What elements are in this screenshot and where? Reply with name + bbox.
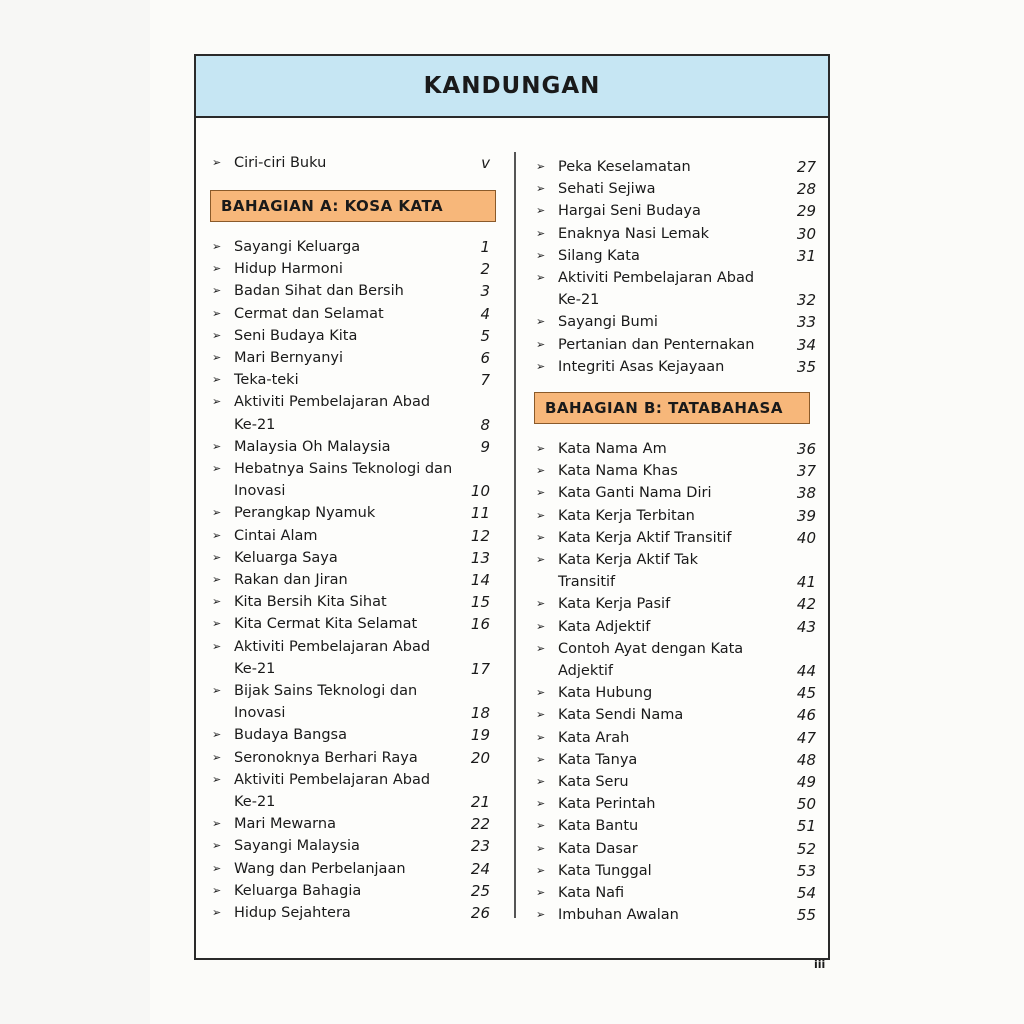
toc-entry[interactable] (210, 458, 496, 480)
toc-entry-title: Sehati Sejiwa (558, 181, 656, 198)
toc-entry-page: 1 (480, 238, 490, 256)
toc-entry-page: 18 (470, 704, 490, 723)
bullet-arrow-icon: ➢ (212, 684, 222, 697)
toc-entry-page: 38 (796, 484, 816, 503)
toc-entry[interactable] (210, 613, 496, 635)
toc-entry-title: Sayangi Malaysia (234, 838, 360, 855)
toc-entry-title: Sayangi Keluarga (234, 239, 361, 255)
bullet-arrow-icon: ➢ (212, 595, 222, 609)
bullet-arrow-icon: ➢ (536, 797, 546, 811)
toc-entry-title: Enaknya Nasi Lemak (558, 225, 709, 242)
bullet-arrow-icon: ➢ (212, 395, 222, 409)
bullet-arrow-icon: ➢ (212, 306, 222, 320)
toc-entry[interactable] (534, 311, 822, 333)
bullet-arrow-icon: ➢ (212, 351, 222, 364)
contents-frame (194, 54, 830, 960)
bullet-arrow-icon: ➢ (212, 883, 222, 897)
toc-entry-title: Rakan dan Jiran (234, 572, 348, 588)
toc-entry-title: Imbuhan Awalan (558, 907, 679, 924)
toc-entry-page: 3 (480, 282, 490, 301)
bullet-arrow-icon: ➢ (536, 819, 546, 833)
toc-entry-page: 5 (480, 326, 490, 345)
toc-entry-page: 43 (796, 617, 816, 636)
bullet-arrow-icon: ➢ (536, 204, 546, 218)
toc-entry-title: Kata Sendi Nama (558, 707, 684, 724)
toc-entry[interactable] (210, 303, 496, 325)
toc-entry[interactable] (534, 527, 822, 549)
toc-entry[interactable] (210, 502, 496, 524)
toc-entry-page: 54 (796, 884, 816, 902)
bullet-arrow-icon: ➢ (212, 462, 222, 475)
bullet-arrow-icon: ➢ (536, 530, 546, 544)
toc-entry[interactable] (534, 156, 822, 178)
bullet-arrow-icon: ➢ (536, 597, 546, 611)
toc-entry-title: Wang dan Perbelanjaan (234, 860, 406, 877)
bullet-arrow-icon: ➢ (536, 160, 546, 173)
toc-entry[interactable] (210, 724, 496, 746)
toc-entry[interactable] (210, 569, 496, 591)
toc-entry[interactable] (534, 771, 822, 793)
toc-entry-title: Kata Tanya (558, 751, 638, 768)
toc-entry-page: 17 (470, 659, 490, 678)
bullet-arrow-icon: ➢ (536, 271, 546, 284)
bullet-arrow-icon: ➢ (536, 508, 546, 522)
bullet-arrow-icon: ➢ (536, 708, 546, 722)
toc-entry-title: Sayangi Bumi (558, 314, 658, 331)
toc-entry-page: 7 (480, 371, 490, 390)
contents-header (196, 56, 828, 118)
toc-entry-page: v (481, 154, 490, 172)
toc-entry-title: Peka Keselamatan (558, 159, 691, 175)
toc-entry[interactable] (534, 793, 822, 815)
toc-entry-page: 44 (796, 662, 816, 680)
toc-entry-title: Contoh Ayat dengan Kata (558, 640, 744, 657)
toc-entry-title: Budaya Bangsa (234, 727, 347, 744)
toc-entry-title-continued: Adjektif (558, 663, 614, 679)
bullet-arrow-icon: ➢ (212, 861, 222, 875)
bullet-arrow-icon: ➢ (536, 641, 546, 655)
toc-entry-page: 29 (796, 202, 816, 221)
bullet-arrow-icon: ➢ (536, 182, 546, 196)
toc-entry[interactable] (534, 904, 822, 926)
page-number: iii (814, 958, 826, 971)
bullet-arrow-icon: ➢ (536, 248, 546, 262)
toc-entry[interactable] (534, 704, 822, 726)
toc-entry-title: Kata Kerja Terbitan (558, 507, 695, 524)
bullet-arrow-icon: ➢ (536, 315, 546, 329)
toc-entry[interactable] (210, 258, 496, 280)
toc-entry-title: Hidup Harmoni (234, 261, 343, 278)
toc-entry-title: Kata Kerja Aktif Tak (558, 552, 698, 568)
bullet-arrow-icon: ➢ (536, 337, 546, 351)
toc-entry-page: 22 (470, 815, 490, 834)
toc-entry[interactable] (534, 682, 822, 704)
toc-entry[interactable] (534, 438, 822, 460)
toc-entry[interactable] (210, 236, 496, 258)
toc-entry-title-continued: Transitif (558, 574, 616, 591)
toc-entry-page: 12 (470, 526, 490, 545)
bullet-arrow-icon: ➢ (212, 284, 222, 298)
toc-entry-title: Kata Ganti Nama Diri (558, 485, 712, 502)
toc-entry-page: 50 (796, 795, 816, 814)
toc-entry-title: Perangkap Nyamuk (234, 505, 376, 522)
toc-entry[interactable] (210, 280, 496, 302)
toc-entry-title-continued: Ke-21 (558, 292, 600, 309)
toc-entry[interactable] (210, 902, 496, 924)
toc-entry[interactable] (534, 482, 822, 504)
toc-entry[interactable] (210, 325, 496, 347)
toc-entry-page: 6 (480, 349, 490, 367)
bullet-arrow-icon: ➢ (212, 373, 222, 387)
toc-entry-page: 27 (796, 158, 816, 176)
toc-entry[interactable] (534, 616, 822, 638)
toc-entry-page: 39 (796, 506, 816, 525)
toc-entry-title: Aktiviti Pembelajaran Abad (234, 771, 431, 788)
toc-entry-title: Aktiviti Pembelajaran Abad (234, 394, 431, 411)
toc-entry[interactable] (210, 547, 496, 569)
page-title: KANDUNGAN (423, 73, 601, 99)
toc-entry-page: 15 (470, 593, 490, 612)
toc-entry[interactable] (534, 223, 822, 245)
toc-entry-page: 4 (480, 304, 490, 323)
toc-entry-page: 52 (796, 839, 816, 858)
toc-entry[interactable] (534, 356, 822, 378)
toc-entry[interactable] (534, 245, 822, 267)
toc-entry-page: 49 (796, 773, 816, 791)
toc-entry[interactable] (534, 200, 822, 222)
toc-entry[interactable] (534, 860, 822, 882)
bullet-arrow-icon: ➢ (212, 528, 222, 542)
toc-entry-title: Kata Tunggal (558, 862, 652, 879)
bullet-arrow-icon: ➢ (212, 639, 222, 653)
toc-entry[interactable] (534, 178, 822, 200)
toc-entry-title: Kata Adjektif (558, 618, 651, 635)
toc-entry[interactable] (534, 749, 822, 771)
toc-entry[interactable] (534, 549, 822, 571)
toc-entry[interactable] (534, 593, 822, 615)
toc-entry-title: Aktiviti Pembelajaran Abad (234, 638, 431, 655)
toc-entry-title: Cintai Alam (234, 527, 318, 544)
toc-entry[interactable] (534, 815, 822, 837)
toc-entry-page: 53 (796, 861, 816, 880)
bullet-arrow-icon: ➢ (536, 863, 546, 877)
toc-entry-page: 33 (796, 313, 816, 332)
toc-entry[interactable] (210, 591, 496, 613)
toc-entry-page: 23 (470, 837, 490, 856)
toc-entry-title: Pertanian dan Penternakan (558, 336, 755, 353)
bullet-arrow-icon: ➢ (212, 262, 222, 276)
toc-entry-title: Integriti Asas Kejayaan (558, 358, 725, 375)
toc-entry-title: Malaysia Oh Malaysia (234, 438, 391, 455)
toc-entry-page: 16 (470, 615, 490, 634)
toc-entry-page: 35 (796, 357, 816, 376)
toc-entry[interactable] (210, 347, 496, 369)
toc-entry-title: Keluarga Saya (234, 549, 338, 566)
toc-entry[interactable] (210, 152, 496, 174)
toc-entry-page: 13 (470, 548, 490, 567)
toc-entry-page: 2 (480, 260, 490, 279)
toc-entry-title: Seni Budaya Kita (234, 327, 358, 344)
bullet-arrow-icon: ➢ (536, 841, 546, 855)
bullet-arrow-icon: ➢ (212, 839, 222, 853)
toc-entry-title: Kata Nama Khas (558, 463, 678, 480)
toc-entry-page: 45 (796, 684, 816, 703)
toc-entry[interactable] (210, 813, 496, 835)
toc-entry-page: 48 (796, 750, 816, 769)
toc-entry-title-continued: Ke-21 (234, 416, 276, 433)
toc-entry-page: 26 (470, 904, 490, 922)
bullet-arrow-icon: ➢ (536, 226, 546, 240)
toc-entry-page: 19 (470, 726, 490, 745)
toc-entry-title: Kita Bersih Kita Sihat (234, 594, 387, 611)
toc-entry[interactable] (210, 858, 496, 880)
toc-entry-title: Bijak Sains Teknologi dan (234, 683, 418, 699)
toc-entry-page: 32 (796, 291, 816, 310)
toc-entry-title: Kata Nama Am (558, 441, 667, 457)
bullet-arrow-icon: ➢ (536, 442, 546, 455)
toc-entry-title: Kita Cermat Kita Selamat (234, 616, 418, 633)
bullet-arrow-icon: ➢ (536, 619, 546, 633)
toc-entry-title: Mari Bernyanyi (234, 350, 344, 366)
toc-entry-title: Ciri-ciri Buku (234, 155, 327, 171)
toc-entry[interactable] (210, 680, 496, 702)
toc-entry[interactable] (534, 505, 822, 527)
toc-entry-page: 24 (470, 859, 490, 878)
toc-entry-title: Aktiviti Pembelajaran Abad (558, 270, 755, 286)
bullet-arrow-icon: ➢ (212, 240, 222, 253)
bullet-arrow-icon: ➢ (536, 775, 546, 788)
toc-entry[interactable] (210, 769, 496, 791)
bullet-arrow-icon: ➢ (212, 328, 222, 342)
bullet-arrow-icon: ➢ (212, 506, 222, 520)
bullet-arrow-icon: ➢ (536, 553, 546, 566)
toc-entry[interactable] (534, 727, 822, 749)
toc-entry-title: Cermat dan Selamat (234, 305, 384, 322)
bullet-arrow-icon: ➢ (212, 550, 222, 564)
bullet-arrow-icon: ➢ (212, 728, 222, 742)
section-a-heading: BAHAGIAN A: KOSA KATA (210, 190, 496, 222)
toc-entry-page: 51 (796, 817, 816, 836)
bullet-arrow-icon: ➢ (536, 686, 546, 700)
toc-entry-title: Kata Kerja Pasif (558, 596, 671, 613)
toc-entry-title-continued: Inovasi (234, 705, 286, 722)
toc-entry[interactable] (534, 334, 822, 356)
toc-entry-title: Teka-teki (234, 372, 299, 389)
bullet-arrow-icon: ➢ (536, 730, 546, 744)
toc-entry-title: Kata Bantu (558, 818, 639, 835)
toc-entry[interactable] (210, 880, 496, 902)
toc-entry[interactable] (210, 436, 496, 458)
bullet-arrow-icon: ➢ (212, 573, 222, 586)
bullet-arrow-icon: ➢ (212, 156, 222, 169)
toc-entry-page: 10 (470, 482, 490, 501)
bullet-arrow-icon: ➢ (212, 772, 222, 786)
bullet-arrow-icon: ➢ (212, 906, 222, 919)
toc-entry[interactable] (534, 882, 822, 904)
toc-entry-page: 25 (470, 881, 490, 900)
bullet-arrow-icon: ➢ (536, 486, 546, 500)
toc-entry-title: Hidup Sejahtera (234, 905, 351, 921)
column-divider (514, 152, 516, 918)
bullet-arrow-icon: ➢ (212, 817, 222, 831)
toc-entry-title: Kata Perintah (558, 796, 656, 813)
toc-entry-title: Kata Kerja Aktif Transitif (558, 529, 732, 546)
toc-entry-page: 14 (470, 571, 490, 589)
bullet-arrow-icon: ➢ (536, 752, 546, 766)
toc-entry[interactable] (534, 638, 822, 660)
toc-entry[interactable] (210, 747, 496, 769)
toc-entry-title: Kata Nafi (558, 885, 625, 901)
bullet-arrow-icon: ➢ (536, 359, 546, 373)
toc-entry-page: 20 (470, 748, 490, 767)
toc-entry-title: Badan Sihat dan Bersih (234, 283, 404, 300)
toc-entry-title: Kata Hubung (558, 685, 653, 702)
toc-entry[interactable] (210, 369, 496, 391)
toc-entry[interactable] (534, 460, 822, 482)
bullet-arrow-icon: ➢ (536, 464, 546, 478)
toc-entry-page: 21 (470, 793, 490, 811)
toc-entry-page: 41 (796, 573, 816, 592)
toc-entry-title: Kata Dasar (558, 840, 638, 857)
toc-entry-page: 8 (480, 415, 490, 434)
section-b-heading: BAHAGIAN B: TATABAHASA (534, 392, 810, 424)
toc-entry-title: Mari Mewarna (234, 816, 336, 833)
toc-entry-title: Hebatnya Sains Teknologi dan (234, 461, 453, 477)
bullet-arrow-icon: ➢ (212, 439, 222, 453)
toc-entry-page: 46 (796, 706, 816, 725)
bullet-arrow-icon: ➢ (212, 750, 222, 764)
toc-entry-page: 11 (470, 504, 490, 523)
toc-entry-title: Seronoknya Berhari Raya (234, 749, 418, 766)
toc-entry-page: 34 (796, 335, 816, 354)
toc-entry-title: Kata Arah (558, 729, 630, 746)
toc-entry-title-continued: Ke-21 (234, 794, 276, 810)
bullet-arrow-icon: ➢ (536, 886, 546, 899)
toc-entry-title: Hargai Seni Budaya (558, 203, 701, 220)
toc-entry[interactable] (210, 525, 496, 547)
toc-entry-page: 36 (796, 440, 816, 458)
toc-entry-page: 40 (796, 528, 816, 547)
toc-entry-title: Keluarga Bahagia (234, 882, 362, 899)
toc-entry[interactable] (534, 838, 822, 860)
toc-entry[interactable] (210, 391, 496, 413)
toc-entry-page: 9 (480, 437, 490, 456)
bullet-arrow-icon: ➢ (536, 908, 546, 922)
toc-entry-title-continued: Ke-21 (234, 660, 276, 677)
bullet-arrow-icon: ➢ (212, 617, 222, 631)
toc-entry-page: 31 (796, 246, 816, 265)
toc-entry-title-continued: Inovasi (234, 483, 286, 500)
toc-entry[interactable] (534, 267, 822, 289)
toc-entry-title: Kata Seru (558, 774, 629, 790)
toc-entry-page: 37 (796, 462, 816, 481)
toc-entry-page: 28 (796, 180, 816, 199)
toc-entry-title: Silang Kata (558, 247, 640, 264)
toc-entry-page: 55 (796, 906, 816, 925)
toc-entry[interactable] (210, 636, 496, 658)
toc-entry-page: 47 (796, 728, 816, 747)
toc-entry[interactable] (210, 835, 496, 857)
toc-entry-page: 42 (796, 595, 816, 614)
toc-entry-page: 30 (796, 224, 816, 243)
